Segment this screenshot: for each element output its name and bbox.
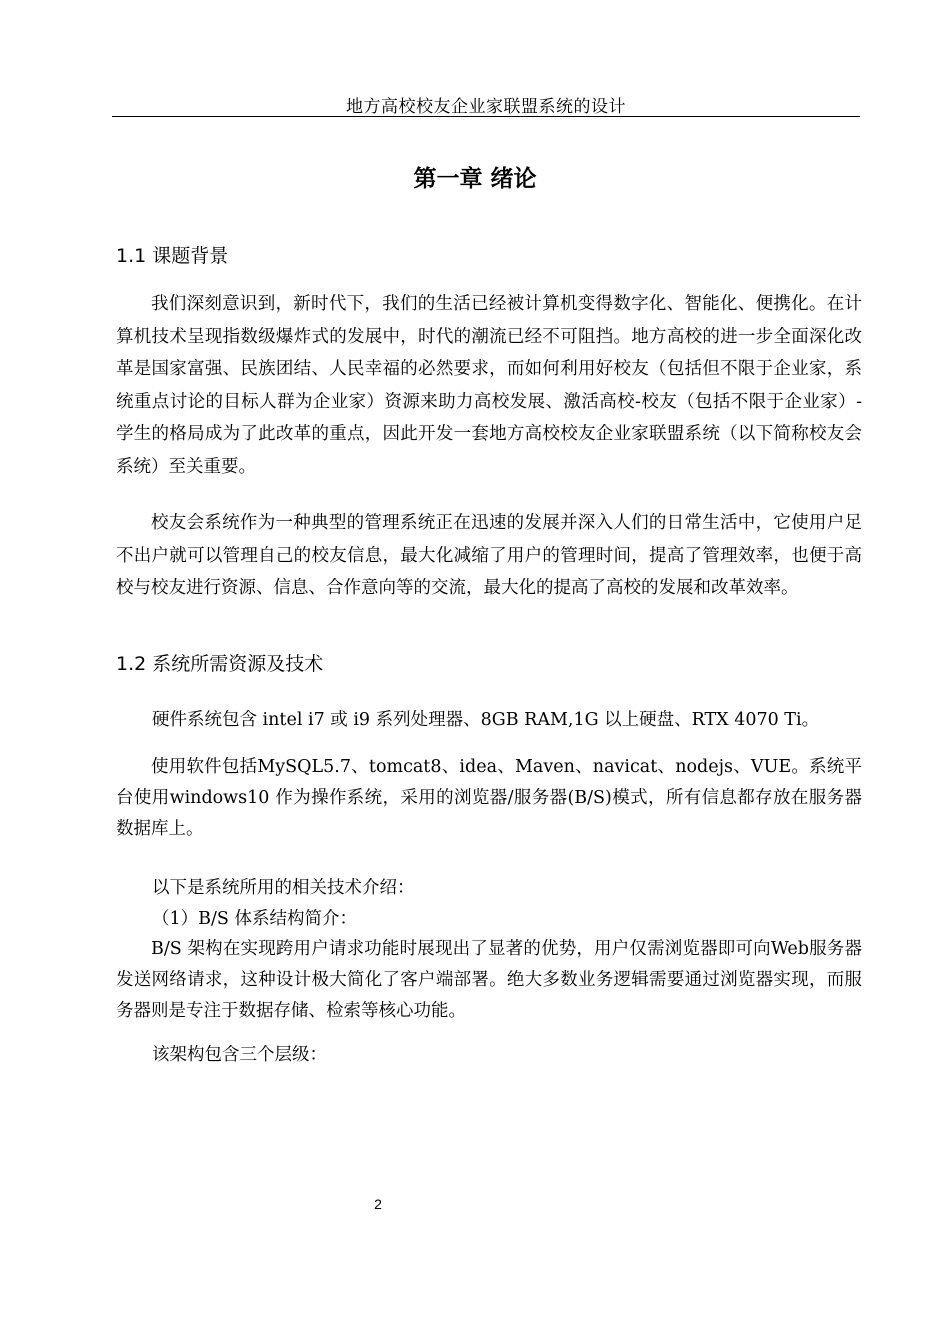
chapter-title: 第一章 绪论 [413, 166, 537, 192]
paragraph-tech-intro: 以下是系统所用的相关技术介绍： [152, 878, 415, 898]
paragraph-layers-intro: 该架构包含三个层级： [152, 1045, 327, 1065]
section-heading-1-2: 1.2 系统所需资源及技术 [116, 653, 324, 675]
section-heading-1-1: 1.1 课题背景 [116, 245, 229, 267]
paragraph-bs-description: B/S 架构在实现跨用户请求功能时展现出了显著的优势，用户仅需浏览器即可向Web服务器发送网络请求，这种设计极大简化了客户端部署。绝大多数业务逻辑需要通过浏览器实现，而服务器则是专注于数据存储、检索等核心功能。 [116, 939, 862, 1021]
paragraph-hardware: 硬件系统包含 intel i7 或 i9 系列处理器、8GB RAM,1G 以上硬盘、RTX 4070 Ti。 [152, 710, 820, 730]
paragraph-background-1: 我们深刻意识到，新时代下，我们的生活已经被计算机变得数字化、智能化、便携化。在计算机技术呈现指数级爆炸式的发展中，时代的潮流已经不可阻挡。地方高校的进一步全面深化改革是国家富强、民族团结、人民幸福的必然要求，而如何利用好校友（包括但不限于企业家，系统重点讨论的目标人群为企业家）资源来助力高校发展、激活高校-校友（包括不限于企业家）-学生的格局成为了此改革的重点，因此开发一套地方高校校友企业家联盟系统（以下简称校友会系统）至关重要。 [116, 294, 862, 477]
running-header-title: 地方高校校友企业家联盟系统的设计 [346, 97, 626, 117]
paragraph-software: 使用软件包括MySQL5.7、tomcat8、idea、Maven、navicat、nodejs、VUE。系统平台使用windows10 作为操作系统，采用的浏览器/服务器(B/S)模式，所有信息都存放在服务器数据库上。 [116, 757, 862, 839]
header-divider [112, 116, 860, 117]
paragraph-background-2: 校友会系统作为一种典型的管理系统正在迅速的发展并深入人们的日常生活中，它使用户足不出户就可以管理自己的校友信息，最大化减缩了用户的管理时间，提高了管理效率，也便于高校与校友进行资源、信息、合作意向等的交流，最大化的提高了高校的发展和改革效率。 [116, 513, 862, 598]
page-number: 2 [374, 1196, 382, 1212]
subheading-bs-architecture: （1）B/S 体系结构简介： [152, 909, 357, 929]
